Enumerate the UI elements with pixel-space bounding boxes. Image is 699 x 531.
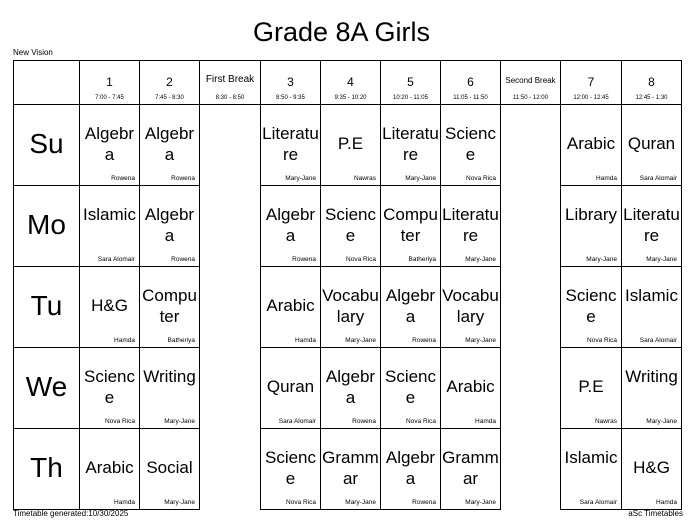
subject-label: Islamic (564, 448, 618, 467)
teacher-label: Mary-Jane (345, 499, 376, 506)
subject-label: Writing (143, 367, 196, 386)
subject-label: Science (565, 286, 617, 326)
lesson-cell (321, 429, 381, 510)
lesson-cell (321, 348, 381, 429)
break-cell (200, 429, 261, 510)
lesson-cell (140, 429, 200, 510)
lesson-cell (381, 429, 441, 510)
teacher-label: Rowena (412, 337, 436, 344)
subject-label: Library (565, 205, 617, 224)
subject-label: Algebra (265, 205, 316, 245)
lesson-cell (381, 267, 441, 348)
day-cell (14, 105, 80, 186)
teacher-label: Hamda (596, 175, 617, 182)
teacher-label: Mary-Jane (465, 499, 496, 506)
day-row (14, 267, 682, 348)
period-label: 5 (407, 75, 414, 89)
subject-label: P.E (337, 134, 364, 153)
break-cell (501, 105, 561, 186)
teacher-label: Rowena (352, 418, 376, 425)
teacher-label: Mary-Jane (646, 256, 677, 263)
lesson-cell (441, 186, 501, 267)
teacher-label: Mary-Jane (345, 337, 376, 344)
break-label: First Break (205, 74, 255, 85)
lesson-cell (441, 429, 501, 510)
subject-label: Literature (262, 124, 319, 164)
lesson-cell (261, 186, 321, 267)
subject-label: Social (146, 458, 193, 477)
period-header (261, 61, 321, 105)
break-cell (501, 186, 561, 267)
lesson-cell (561, 267, 622, 348)
subject-label: Quran (266, 377, 315, 396)
subject-label: Quran (627, 134, 676, 153)
teacher-label: Batheriya (408, 256, 436, 263)
teacher-label: Nova Rica (406, 418, 436, 425)
subject-label: Grammar (442, 448, 499, 488)
subject-label: Computer (383, 205, 438, 245)
lesson-cell (80, 267, 140, 348)
break-cell (501, 348, 561, 429)
day-cell (14, 348, 80, 429)
day-label: Mo (27, 209, 66, 240)
period-header (561, 61, 622, 105)
teacher-label: Mary-Jane (465, 256, 496, 263)
teacher-label: Nova Rica (466, 175, 496, 182)
school-name: New Vision (13, 48, 53, 57)
teacher-label: Hamda (656, 499, 677, 506)
period-time: 10:20 - 11:05 (393, 95, 428, 101)
day-cell (14, 186, 80, 267)
lesson-cell (381, 105, 441, 186)
lesson-cell (561, 105, 622, 186)
break-cell (501, 429, 561, 510)
lesson-cell (321, 186, 381, 267)
period-time: 12:45 - 1:30 (635, 95, 668, 101)
day-label: Th (30, 452, 63, 483)
lesson-cell (622, 105, 682, 186)
period-label: 8 (648, 75, 655, 89)
lesson-cell (561, 429, 622, 510)
period-label: 7 (587, 75, 595, 89)
subject-label: Literature (623, 205, 680, 245)
period-label: 2 (166, 75, 173, 89)
teacher-label: Nova Rica (346, 256, 376, 263)
subject-label: Science (264, 448, 317, 488)
teacher-label: Nova Rica (587, 337, 617, 344)
subject-label: Science (444, 124, 497, 164)
day-cell (14, 267, 80, 348)
lesson-cell (80, 429, 140, 510)
teacher-label: Mary-Jane (465, 337, 496, 344)
subject-label: H&G (633, 458, 670, 477)
teacher-label: Sara Alomair (278, 418, 316, 425)
subject-label: P.E (578, 377, 604, 396)
lesson-cell (140, 348, 200, 429)
break-cell (200, 348, 261, 429)
period-time: 12:00 - 12:45 (573, 95, 609, 101)
lesson-cell (261, 429, 321, 510)
lesson-cell (441, 267, 501, 348)
teacher-label: Hamda (114, 337, 135, 344)
subject-label: Literature (442, 205, 499, 245)
teacher-label: Sara Alomair (579, 499, 617, 506)
subject-label: Vocabulary (442, 286, 499, 326)
lesson-cell (561, 348, 622, 429)
lesson-cell (80, 186, 140, 267)
generated-date: Timetable generated:10/30/2025 (13, 509, 129, 518)
teacher-label: Sara Alomair (639, 337, 677, 344)
teacher-label: Rowena (171, 256, 195, 263)
lesson-cell (261, 267, 321, 348)
lesson-cell (80, 105, 140, 186)
day-label: Tu (30, 290, 63, 321)
period-label: 6 (467, 75, 474, 89)
teacher-label: Rowena (111, 175, 135, 182)
subject-label: Science (83, 367, 136, 407)
teacher-label: Mary-Jane (586, 256, 617, 263)
day-row (14, 348, 682, 429)
lesson-cell (80, 348, 140, 429)
timetable-grid (13, 60, 682, 510)
period-label: 3 (287, 75, 294, 89)
teacher-label: Hamda (295, 337, 316, 344)
lesson-cell (381, 348, 441, 429)
teacher-label: Batheriya (167, 337, 195, 344)
period-label: 1 (106, 75, 113, 89)
period-header (622, 61, 682, 105)
lesson-cell (321, 105, 381, 186)
period-header-row (14, 61, 682, 105)
teacher-label: Mary-Jane (405, 175, 436, 182)
break-time: 8:30 - 8:50 (215, 95, 245, 101)
lesson-cell (140, 186, 200, 267)
teacher-label: Rowena (412, 499, 436, 506)
subject-label: Islamic (625, 286, 678, 305)
subject-label: Arabic (266, 296, 315, 315)
subject-label: Islamic (83, 205, 136, 224)
teacher-label: Mary-Jane (285, 175, 316, 182)
teacher-label: Sara Alomair (97, 256, 135, 263)
lesson-cell (561, 186, 622, 267)
day-row (14, 105, 682, 186)
day-row (14, 186, 682, 267)
subject-label: Algebra (84, 124, 135, 164)
period-header (80, 61, 140, 105)
subject-label: Literature (382, 124, 439, 164)
period-header (441, 61, 501, 105)
subject-label: Arabic (566, 134, 616, 153)
lesson-cell (441, 348, 501, 429)
teacher-label: Hamda (114, 499, 135, 506)
period-time: 11:05 - 11:50 (453, 95, 488, 101)
teacher-label: Sara Alomair (639, 175, 677, 182)
period-time: 8:50 - 9:35 (276, 95, 305, 101)
teacher-label: Mary-Jane (646, 418, 677, 425)
break-cell (200, 105, 261, 186)
lesson-cell (140, 105, 200, 186)
break-header (501, 61, 561, 105)
lesson-cell (140, 267, 200, 348)
lesson-cell (381, 186, 441, 267)
break-cell (200, 186, 261, 267)
teacher-label: Rowena (171, 175, 195, 182)
period-label: 4 (347, 75, 354, 89)
lesson-cell (622, 348, 682, 429)
timetable-title: Grade 8A Girls (252, 17, 431, 47)
subject-label: Arabic (85, 458, 134, 477)
day-cell (14, 429, 80, 510)
subject-label: Grammar (322, 448, 379, 488)
subject-label: Arabic (446, 377, 495, 396)
period-header (140, 61, 200, 105)
lesson-cell (321, 267, 381, 348)
lesson-cell (622, 267, 682, 348)
subject-label: Computer (142, 286, 197, 326)
subject-label: Algebra (385, 448, 436, 488)
period-time: 7:00 - 7:45 (95, 95, 124, 101)
break-label: Second Break (505, 76, 556, 85)
lesson-cell (622, 429, 682, 510)
lesson-cell (441, 105, 501, 186)
subject-label: Algebra (385, 286, 436, 326)
teacher-label: Nawras (594, 418, 617, 425)
lesson-cell (261, 105, 321, 186)
period-header (381, 61, 441, 105)
subject-label: Vocabulary (322, 286, 379, 326)
teacher-label: Nawras (353, 175, 376, 182)
period-time: 9:35 - 10:20 (334, 95, 367, 101)
subject-label: Science (324, 205, 377, 245)
lesson-cell (622, 186, 682, 267)
teacher-label: Nova Rica (105, 418, 135, 425)
subject-label: Algebra (325, 367, 376, 407)
teacher-label: Rowena (292, 256, 316, 263)
break-cell (501, 267, 561, 348)
generator-credit: aSc Timetables (628, 509, 683, 518)
subject-label: Algebra (144, 124, 195, 164)
break-time: 11:50 - 12:00 (513, 95, 548, 101)
period-header (321, 61, 381, 105)
subject-label: Science (384, 367, 437, 407)
period-time: 7:45 - 8:30 (155, 95, 184, 101)
day-row (14, 429, 682, 510)
subject-label: Writing (625, 367, 678, 386)
header-corner-cell (14, 61, 80, 105)
lesson-cell (261, 348, 321, 429)
break-header (200, 61, 261, 105)
day-label: Su (29, 128, 64, 159)
teacher-label: Hamda (475, 418, 496, 425)
teacher-label: Nova Rica (286, 499, 316, 506)
teacher-label: Mary-Jane (164, 418, 195, 425)
day-label: We (25, 371, 68, 402)
teacher-label: Mary-Jane (164, 499, 195, 506)
subject-label: Algebra (144, 205, 195, 245)
subject-label: H&G (91, 296, 128, 315)
break-cell (200, 267, 261, 348)
